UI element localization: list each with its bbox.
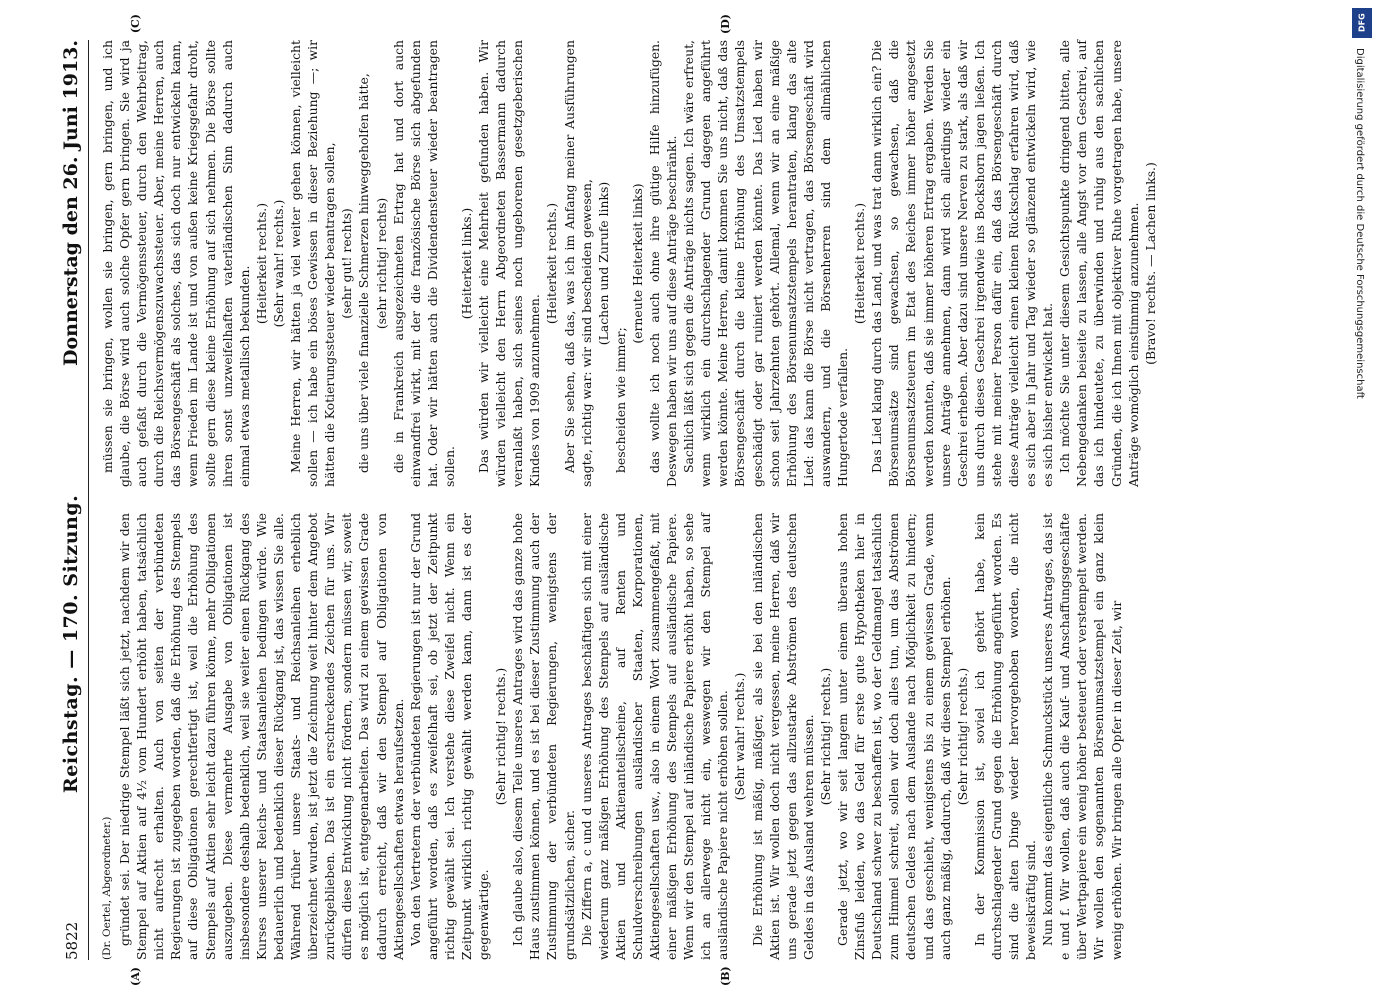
text-columns [99, 14, 1159, 986]
paragraph: Die Ziffern a, c und d unseres Antrages beschäftigen sich mit einer wiederum ganz mäßigen Erhöhung des Stempels auf ausländische Aktien und Aktienanteilscheine, auf Renten und Schuldverschreibungen ausländischer Staaten, Korporationen, Aktiengesellschaften usw., also in einem Wort zusammengefaßt, mit einer mäßigen Erhöhung des Stempels auf ausländische Papiere. Wenn wir den Stempel auf inländische Papiere erhöht haben, so sehe ich an allerwege nicht ein, weswegen wir den Stempel auf ausländische Papiere nicht erhöhen sollen. [578, 513, 731, 960]
interjection: (Heiterkeit rechts.) [253, 202, 269, 325]
paragraph: Aber Sie sehen, daß das, was ich im Anfang meiner Ausführungen sagte, richtig war: wir sind bescheiden gewesen, [561, 40, 594, 487]
paragraph: Ich glaube also, diesem Teile unseres Antrages wird das ganze hohe Haus zustimmen können, und es ist bei dieser Zustimmung auch der Zustimmung der verbündeten Regierungen, wenigstens der grundsätzlichen, sicher. [510, 513, 577, 960]
interjection: (sehr gut! rechts) [339, 208, 355, 319]
margin-marker-b: (B) [719, 966, 732, 986]
paragraph: Das würden wir vielleicht eine Mehrheit gefunden haben. Wir würden vielleicht den Herrn Abgeordneten Bassermann dadurch veranlaßt haben, sich seines noch ungeborenen gesetzgeberischen Kindes von 1909 anzunehmen. [476, 40, 543, 487]
speaker-note: (Dr. Oertel, Abgeordneter.) [101, 816, 113, 960]
paragraph: Von den Vertretern der verbündeten Regierungen ist nur der Grund angeführt worden, daß es zweifelhaft sei, ob jetzt der Zeitpunkt richtig gewählt sei. Ich verstehe diese Zweifel nicht. Wenn ein Zeitpunkt wirklich richtig gewählt werden kann, dann ist es der gegenwärtige. [407, 513, 492, 960]
paragraph: die uns über viele finanzielle Schmerzen hinweggeholfen hätte, [356, 73, 372, 473]
session-date: Donnerstag den 26. Juni 1913. [60, 40, 82, 366]
paragraph: Das Lied klang durch das Land, und was trat dann wirklich ein? Die Börsenumsätze sind gewachsen, so gewachsen, daß die Börsenumsatzsteuern im Etat des Reiches immer höher angesetzt werden konnten, daß sie immer höheren Ertrag ergaben. Werden Sie unsere Anträge annehmen, dann wird sich allerdings wieder ein Geschrei erheben. Aber dazu sind unsere Nerven zu stark, als daß wir uns durch dieses Geschrei irgendwie ins Bockshorn jagen ließen. Ich stehe mit meiner Person dafür ein, daß das Börsengeschäft durch diese Anträge vielleicht einen kleinen Rückschlag erfahren wird, daß es sich aber in Jahr und Tag wieder so glänzend entwickeln wird, wie es sich bisher entwickelt hat. [869, 40, 1056, 487]
interjection: (Sehr wahr! rechts.) [732, 672, 748, 801]
paragraph: Die Erhöhung ist mäßig, mäßiger, als sie bei den inländischen Aktien ist. Wir wollen doch nicht vergessen, meine Herren, daß wir uns gerade jetzt gegen das allzustarke Abströmen des deutschen Geldes in das Ausland wehren müssen. [749, 513, 816, 960]
paragraph: In der Kommission ist, soviel ich gehört habe, kein durchschlagender Grund gegen die Erhöhung angeführt worden. Es sind die alten Dinge wieder hervorgehoben worden, die nicht beweiskräftig sind. [971, 513, 1039, 960]
paragraph: müssen sie bringen, wollen sie bringen, gern bringen, und ich glaube, die Börse wird auch solche Opfer gern bringen. Sie wird ja auch gefaßt durch die Vermögenssteuer, durch den Wehrbeitrag, durch die Reichsvermögenszuwachssteuer. Aber, meine Herren, auch das Börsengeschäft als solches, das sich doch nur entwickeln kann, wenn Frieden im Lande ist und von außen keine Kriegsgefahr droht, sollte gern diese kleine Erhöhung auf sich nehmen. Die Börse sollte ihren sonst unzweifelhaften vaterländischen Sinn dadurch auch einmal etwas metallisch bekunden. [100, 40, 252, 487]
interjection: (erneute Heiterkeit links) [629, 183, 645, 344]
paragraph: gründet sei. Der niedrige Stempel läßt sich jetzt, nachdem wir den Stempel auf Aktien auf 4½ vom Hundert erhöht haben, tatsächlich nicht aufrecht erhalten. Auch von seiten der verbündeten Regierungen ist zugegeben worden, daß die Erhöhung des Stempels auf diese Obligationen gerechtfertigt ist, weil die Erhöhung des Stempels auf Aktien sehr leicht dazu führen könne, mehr Obligationen auszugeben. Diese vermehrte Ausgabe von Obligationen ist insbesondere deshalb bedenklich, weil sie weiter einen Rückgang des Kurses unserer Reichs- und Staatsanleihen bedingen würde. Wie bedauerlich und bedenklich dieser Rückgang ist, das wissen Sie alle. Während früher unsere Staats- und Reichsanleihen erheblich überzeichnet wurden, ist jetzt die Zeichnung weit hinter dem Angebot zurückgeblieben. Das ist ein erschreckendes Zeichen für uns. Wir dürfen diese Entwicklung nicht fördern, sondern müssen wir, soweit es möglich ist, entgegenarbeiten. Das wird zu einem gewissen Grade dadurch erreicht, daß wir den Stempel auf Obligationen von Aktiengesellschaften etwas heraufsetzen. [117, 513, 406, 960]
interjection: (Heiterkeit rechts.) [852, 202, 868, 325]
paragraph: bescheiden wie immer; [612, 327, 628, 473]
paragraph: Gerade jetzt, wo wir seit langem unter einem überaus hohen Zinsfuß leiden, wo das Geld für erste gute Hypotheken hier in Deutschland schwer zu beschaffen ist, wo der Geldmangel tatsächlich zum Himmel schreit, sollen wir doch alles tun, um das Abströmen deutschen Geldes nach dem Auslande nach Möglichkeit zu hindern; und das geschieht, wenigstens bis zu einem gewissen Grade, wenn auch ganz mäßig, dadurch, daß wir diesen Stempel erhöhen. [835, 513, 953, 960]
funding-caption: Digitalisierung gefördert durch die Deutsche Forschungsgemeinschaft [1354, 48, 1365, 399]
interjection: (Sehr richtig! rechts.) [817, 667, 833, 806]
interjection: (Bravo! rechts. — Lachen links.) [1142, 162, 1158, 365]
funding-sidebar [1347, 0, 1377, 1000]
margin-marker-d: (D) [719, 14, 732, 34]
paragraph: die in Frankreich ausgezeichneten Ertrag hat und dort auch einwandfrei wirkt, mit der die französische Börse sich abgefunden hat. Oder wir hätten auch die Dividendensteuer wieder beantragen sollen. [390, 40, 457, 487]
dfg-logo: DFG [1352, 8, 1372, 38]
interjection: (Heiterkeit links.) [458, 207, 474, 320]
interjection: (Sehr wahr! rechts.) [270, 199, 286, 328]
interjection: (Sehr richtig! rechts.) [954, 667, 970, 806]
interjection: (Lachen und Zurufe links) [595, 181, 611, 346]
interjection: (sehr richtig! rechts) [373, 197, 389, 330]
paragraph: Sachlich läßt sich gegen die Anträge nichts sagen. Ich wäre erfreut, wenn wirklich ein durchschlagender Grund dagegen angeführt werden könnte. Meine Herren, damit kommen Sie uns nicht, daß das Börsengeschäft durch die kleine Erhöhung des Umsatzstempels geschädigt oder gar ruiniert werden könnte. Das Lied haben wir schon seit Jahrzehnten gehört. Allemal, wenn wir an eine mäßige Erhöhung des Börsenumsatzstempels herantraten, klang das alte Lied: das kann die Börse nicht vertragen, das Börsengeschäft wird auswandern, und die Börsenherren sind dem allmählichen Hungertode verfallen. [681, 40, 851, 487]
page-title: Reichstag. — 170. Sitzung. [60, 494, 82, 794]
paragraph: Ich möchte Sie unter diesem Gesichtspunkte dringend bitten, alle Nebengedanken beiseite zu lassen, alle Angst vor dem Geschrei, auf das ich hindeutete, zu überwinden und ruhig aus den sachlichen Gründen, die ich Ihnen mit objektiver Ruhe vorgetragen habe, unsere Anträge womöglich einstimmig anzunehmen. [1057, 40, 1141, 487]
margin-marker-a: (A) [129, 967, 142, 986]
interjection: (Heiterkeit rechts.) [544, 202, 560, 325]
right-column [99, 40, 1159, 487]
page-number: 5822 [63, 921, 81, 960]
paragraph: Nun kommt das eigentliche Schmuckstück unseres Antrages, das ist e und f. Wir wollen, daß auch die Kauf- und Anschaffungsgeschäfte über Wertpapiere ein wenig höher besteuert oder verstempelt werden. Wir wollen den sogenannten Börsenumsatzstempel ein ganz klein wenig erhöhen. Wir bringen alle Opfer in dieser Zeit, wir [1040, 513, 1124, 960]
paragraph: Meine Herren, wir hätten ja viel weiter gehen können, vielleicht sollen — ich habe ein böses Gewissen in dieser Beziehung —; wir hätten die Kotierungssteuer wieder beantragen sollen, [288, 40, 338, 487]
left-column [99, 513, 1159, 960]
margin-marker-c: (C) [129, 14, 142, 34]
interjection: (Sehr richtig! rechts.) [493, 667, 509, 806]
paragraph: das wollte ich noch auch ohne ihre gütige Hilfe hinzufügen. Deswegen haben wir uns auf diese Anträge beschränkt. [647, 40, 680, 487]
page-header [60, 40, 89, 960]
